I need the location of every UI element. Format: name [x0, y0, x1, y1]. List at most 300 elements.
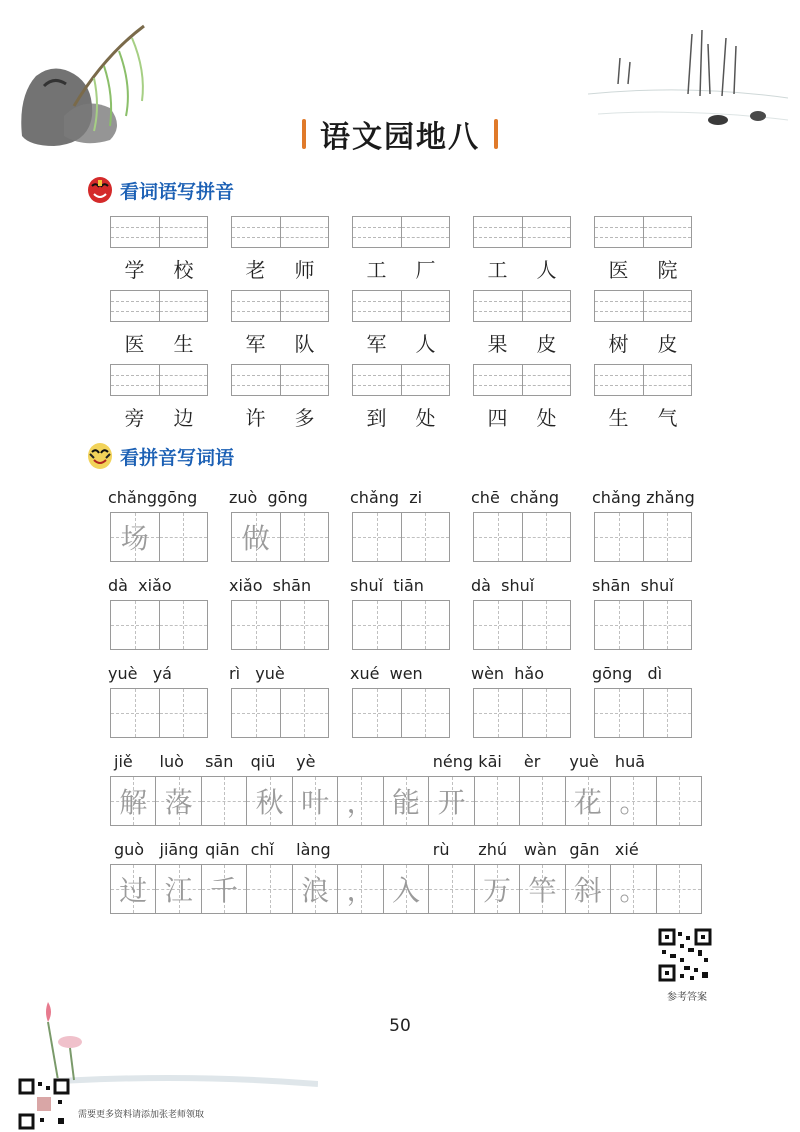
sentence-pinyin: làng — [296, 840, 331, 859]
writing-cell[interactable] — [159, 513, 208, 561]
guide-line — [474, 375, 522, 376]
page-number: 50 — [389, 1016, 411, 1036]
pinyin-answer-box[interactable] — [110, 216, 208, 248]
pinyin-label: rì yuè — [229, 664, 285, 683]
word-char: 树 — [608, 332, 629, 356]
guide-line — [281, 301, 329, 302]
guide-line — [402, 311, 450, 312]
pinyin-line-cell[interactable] — [522, 365, 571, 395]
word-label — [594, 254, 692, 283]
trace-char — [474, 601, 522, 649]
sentence-pinyin: chǐ — [250, 840, 274, 859]
writing-cell[interactable] — [474, 601, 522, 649]
writing-cell[interactable] — [111, 689, 159, 737]
writing-cell[interactable] — [292, 777, 337, 825]
pinyin-answer-box[interactable] — [594, 290, 692, 322]
word-label — [352, 328, 450, 357]
ink-painting-rock-willow — [14, 16, 164, 156]
opera-mask-gold-icon — [86, 442, 114, 470]
writing-cell[interactable] — [111, 865, 155, 913]
pinyin-line-cell[interactable] — [353, 217, 401, 247]
guide-line — [281, 237, 329, 238]
guide-line — [523, 375, 571, 376]
trace-char — [160, 689, 208, 737]
pinyin-label: shān shuǐ — [592, 576, 674, 595]
guide-line — [160, 227, 208, 228]
guide-line — [402, 237, 450, 238]
word-char: 学 — [124, 258, 145, 282]
writing-cell[interactable] — [474, 513, 522, 561]
word-char: 边 — [173, 406, 194, 430]
pinyin-label: xiǎo shān — [229, 576, 312, 595]
trace-char: 入 — [392, 874, 421, 907]
writing-cell[interactable] — [565, 777, 610, 825]
trace-char — [402, 513, 450, 561]
sentence-writing-grid[interactable] — [110, 776, 702, 826]
pinyin-label: wèn hǎo — [471, 664, 544, 683]
word-char: 医 — [608, 258, 629, 282]
guide-line — [595, 301, 643, 302]
writing-cell[interactable] — [610, 777, 655, 825]
writing-cell[interactable] — [401, 601, 450, 649]
word-char: 许 — [245, 406, 266, 430]
guide-line — [353, 301, 401, 302]
trace-char: 浪 — [301, 874, 330, 907]
guide-line — [644, 237, 692, 238]
guide-line — [232, 375, 280, 376]
answer-qr-code[interactable] — [658, 928, 712, 982]
writing-cell[interactable] — [337, 865, 382, 913]
word-char: 工 — [487, 258, 508, 282]
guide-line — [474, 301, 522, 302]
writing-cell[interactable] — [474, 689, 522, 737]
writing-cell[interactable] — [353, 513, 401, 561]
trace-char: 千 — [210, 874, 239, 907]
footer-text: 需要更多资料请添加张老师领取 — [78, 1110, 205, 1120]
trace-char: 叶 — [301, 786, 330, 819]
word-label — [594, 328, 692, 357]
pinyin-answer-box[interactable] — [110, 364, 208, 396]
pinyin-line-cell[interactable] — [353, 365, 401, 395]
guide-line — [353, 375, 401, 376]
word-char: 皮 — [657, 332, 678, 356]
pinyin-line-cell[interactable] — [232, 291, 280, 321]
pinyin-line-cell[interactable] — [522, 217, 571, 247]
writing-grid-box[interactable] — [352, 688, 450, 738]
word-label — [352, 254, 450, 283]
word-char: 多 — [294, 406, 315, 430]
pinyin-line-cell[interactable] — [111, 217, 159, 247]
trace-char — [353, 513, 401, 561]
pinyin-line-cell[interactable] — [401, 217, 450, 247]
pinyin-answer-box[interactable] — [231, 216, 329, 248]
pinyin-line-cell[interactable] — [595, 365, 643, 395]
guide-line — [281, 375, 329, 376]
sentence-pinyin: huā — [614, 752, 646, 771]
guide-line — [595, 385, 643, 386]
word-label — [473, 328, 571, 357]
sentence-pinyin: zhú — [478, 840, 507, 859]
guide-line — [353, 227, 401, 228]
page-title-text: 语文园地八 — [320, 120, 480, 155]
writing-cell[interactable] — [474, 777, 519, 825]
word-char: 生 — [608, 406, 629, 430]
guide-line — [474, 227, 522, 228]
guide-line — [111, 237, 159, 238]
trace-char — [474, 689, 522, 737]
writing-cell[interactable] — [643, 689, 692, 737]
section2-header — [86, 442, 234, 470]
pinyin-answer-box[interactable] — [231, 290, 329, 322]
sentence-writing-grid[interactable] — [110, 864, 702, 914]
pinyin-label: zuò gōng — [229, 488, 308, 507]
writing-cell[interactable] — [519, 777, 564, 825]
writing-cell[interactable] — [595, 601, 643, 649]
word-label — [110, 328, 208, 357]
ink-painting-lake-trees — [588, 24, 788, 154]
trace-char: 落 — [164, 786, 193, 819]
word-char: 到 — [366, 406, 387, 430]
writing-cell[interactable] — [232, 513, 280, 561]
pinyin-label: chǎnggōng — [108, 488, 198, 507]
writing-grid-box[interactable] — [352, 600, 450, 650]
guide-line — [160, 311, 208, 312]
pinyin-line-cell[interactable] — [643, 291, 692, 321]
word-label — [352, 402, 450, 431]
trace-char — [520, 777, 564, 825]
guide-line — [644, 311, 692, 312]
pinyin-label: dà xiǎo — [108, 576, 172, 595]
sentence-pinyin: jiāng — [159, 840, 199, 859]
pinyin-line-cell[interactable] — [159, 365, 208, 395]
guide-line — [111, 301, 159, 302]
writing-cell[interactable] — [111, 513, 159, 561]
writing-cell[interactable] — [246, 865, 291, 913]
pinyin-line-cell[interactable] — [643, 365, 692, 395]
pinyin-answer-box[interactable] — [231, 364, 329, 396]
word-char: 四 — [487, 406, 508, 430]
trace-char — [232, 689, 280, 737]
trace-char: 花 — [573, 786, 602, 819]
pinyin-label: chǎng zhǎng — [592, 488, 695, 507]
writing-grid-box[interactable] — [110, 600, 208, 650]
sentence-pinyin: rù — [432, 840, 450, 859]
pinyin-line-cell[interactable] — [522, 291, 571, 321]
writing-cell[interactable] — [383, 865, 428, 913]
pinyin-line-cell[interactable] — [474, 291, 522, 321]
writing-cell[interactable] — [519, 865, 564, 913]
trace-char — [281, 513, 329, 561]
pinyin-answer-box[interactable] — [594, 216, 692, 248]
guide-line — [474, 385, 522, 386]
sentence-pinyin: qiū — [250, 752, 276, 771]
trace-char: 解 — [119, 786, 148, 819]
pinyin-label: chǎng zi — [350, 488, 423, 507]
word-char: 气 — [657, 406, 678, 430]
guide-line — [232, 311, 280, 312]
guide-line — [160, 385, 208, 386]
guide-line — [474, 311, 522, 312]
word-label — [110, 402, 208, 431]
word-char: 校 — [173, 258, 194, 282]
pinyin-label: dà shuǐ — [471, 576, 535, 595]
trace-char: ， — [346, 786, 375, 819]
trace-char — [644, 689, 692, 737]
writing-cell[interactable] — [292, 865, 337, 913]
writing-cell[interactable] — [428, 865, 473, 913]
writing-cell[interactable] — [201, 777, 246, 825]
guide-line — [232, 227, 280, 228]
pinyin-answer-box[interactable] — [473, 216, 571, 248]
guide-line — [595, 237, 643, 238]
sentence-pinyin: qiān — [205, 840, 240, 859]
writing-cell[interactable] — [232, 689, 280, 737]
trace-char — [657, 777, 701, 825]
writing-cell[interactable] — [656, 865, 701, 913]
word-char: 队 — [294, 332, 315, 356]
pinyin-line-cell[interactable] — [111, 365, 159, 395]
pinyin-answer-box[interactable] — [594, 364, 692, 396]
trace-char — [353, 689, 401, 737]
writing-cell[interactable] — [111, 777, 155, 825]
guide-line — [523, 227, 571, 228]
pinyin-answer-box[interactable] — [352, 364, 450, 396]
pinyin-line-cell[interactable] — [280, 365, 329, 395]
writing-grid-box[interactable] — [110, 688, 208, 738]
trace-char: 做 — [241, 522, 270, 555]
trace-char — [111, 601, 159, 649]
writing-grid-box[interactable] — [594, 600, 692, 650]
trace-char — [160, 601, 208, 649]
writing-grid-box[interactable] — [473, 600, 571, 650]
guide-line — [281, 227, 329, 228]
word-char: 果 — [487, 332, 508, 356]
title-bar-left — [302, 119, 306, 149]
writing-grid-box[interactable] — [352, 512, 450, 562]
writing-cell[interactable] — [643, 601, 692, 649]
guide-line — [523, 311, 571, 312]
guide-line — [111, 385, 159, 386]
writing-cell[interactable] — [383, 777, 428, 825]
word-char: 旁 — [124, 406, 145, 430]
guide-line — [402, 227, 450, 228]
trace-char — [281, 601, 329, 649]
trace-char — [523, 689, 571, 737]
pinyin-line-cell[interactable] — [111, 291, 159, 321]
pinyin-line-cell[interactable] — [280, 217, 329, 247]
word-label — [594, 402, 692, 431]
trace-char: 场 — [120, 522, 149, 555]
writing-grid-box[interactable] — [231, 688, 329, 738]
trace-char — [595, 513, 643, 561]
pinyin-label: shuǐ tiān — [350, 576, 424, 595]
sentence-pinyin: yè — [296, 752, 316, 771]
writing-grid-box[interactable] — [231, 600, 329, 650]
guide-line — [474, 237, 522, 238]
guide-line — [402, 301, 450, 302]
guide-line — [232, 385, 280, 386]
trace-char — [595, 601, 643, 649]
guide-line — [644, 227, 692, 228]
word-label — [231, 328, 329, 357]
writing-cell[interactable] — [159, 689, 208, 737]
sentence-pinyin: luò — [159, 752, 184, 771]
title-bar-right — [494, 119, 498, 149]
pinyin-line-cell[interactable] — [232, 365, 280, 395]
guide-line — [595, 311, 643, 312]
trace-char — [475, 777, 519, 825]
pinyin-line-cell[interactable] — [401, 365, 450, 395]
sentence-pinyin: sān — [205, 752, 234, 771]
writing-cell[interactable] — [428, 777, 473, 825]
writing-cell[interactable] — [643, 513, 692, 561]
pinyin-label: gōng dì — [592, 664, 663, 683]
writing-grid-box[interactable] — [473, 688, 571, 738]
word-label — [231, 254, 329, 283]
section1-title: 看词语写拼音 — [120, 180, 235, 203]
guide-line — [523, 301, 571, 302]
writing-cell[interactable] — [246, 777, 291, 825]
trace-char: 秋 — [255, 786, 284, 819]
writing-grid-box[interactable] — [231, 512, 329, 562]
writing-cell[interactable] — [280, 601, 329, 649]
sentence-pinyin: xié — [614, 840, 639, 859]
pinyin-answer-box[interactable] — [352, 216, 450, 248]
word-label — [473, 254, 571, 283]
pinyin-answer-box[interactable] — [352, 290, 450, 322]
trace-char — [402, 689, 450, 737]
guide-line — [644, 375, 692, 376]
word-label — [110, 254, 208, 283]
trace-char — [160, 513, 208, 561]
guide-line — [281, 385, 329, 386]
word-char: 处 — [536, 406, 557, 430]
footer-qr-code[interactable] — [18, 1078, 70, 1130]
pinyin-answer-box[interactable] — [110, 290, 208, 322]
writing-cell[interactable] — [595, 513, 643, 561]
guide-line — [595, 375, 643, 376]
pinyin-line-cell[interactable] — [474, 365, 522, 395]
word-char: 皮 — [536, 332, 557, 356]
word-char: 军 — [245, 332, 266, 356]
pinyin-line-cell[interactable] — [280, 291, 329, 321]
word-char: 师 — [294, 258, 315, 282]
trace-char — [202, 777, 246, 825]
pinyin-line-cell[interactable] — [474, 217, 522, 247]
writing-cell[interactable] — [337, 777, 382, 825]
writing-grid-box[interactable] — [110, 512, 208, 562]
guide-line — [111, 227, 159, 228]
guide-line — [353, 311, 401, 312]
pinyin-label: chē chǎng — [471, 488, 559, 507]
trace-char: 。 — [619, 874, 648, 907]
writing-cell[interactable] — [353, 601, 401, 649]
word-char: 人 — [415, 332, 436, 356]
sentence-pinyin: kāi — [478, 752, 502, 771]
guide-line — [232, 301, 280, 302]
answer-label: 参考答案 — [667, 992, 707, 1003]
writing-cell[interactable] — [474, 865, 519, 913]
pinyin-line-cell[interactable] — [595, 217, 643, 247]
guide-line — [353, 385, 401, 386]
writing-grid-box[interactable] — [594, 688, 692, 738]
trace-char — [402, 601, 450, 649]
writing-cell[interactable] — [280, 513, 329, 561]
section1-header — [86, 176, 234, 204]
writing-cell[interactable] — [565, 865, 610, 913]
word-char: 老 — [245, 258, 266, 282]
pinyin-line-cell[interactable] — [595, 291, 643, 321]
writing-cell[interactable] — [155, 777, 200, 825]
writing-cell[interactable] — [232, 601, 280, 649]
writing-cell[interactable] — [656, 777, 701, 825]
trace-char — [111, 689, 159, 737]
pinyin-line-cell[interactable] — [159, 217, 208, 247]
guide-line — [111, 375, 159, 376]
trace-char — [644, 601, 692, 649]
trace-char — [523, 601, 571, 649]
writing-cell[interactable] — [522, 689, 571, 737]
pinyin-line-cell[interactable] — [232, 217, 280, 247]
writing-cell[interactable] — [522, 601, 571, 649]
trace-char — [644, 513, 692, 561]
trace-char: 能 — [392, 786, 421, 819]
pinyin-line-cell[interactable] — [353, 291, 401, 321]
guide-line — [644, 385, 692, 386]
word-label — [473, 402, 571, 431]
trace-char: 。 — [619, 786, 648, 819]
word-char: 军 — [366, 332, 387, 356]
sentence-pinyin: jiě — [114, 752, 133, 771]
writing-grid-box[interactable] — [594, 512, 692, 562]
guide-line — [523, 237, 571, 238]
sentence-pinyin: èr — [523, 752, 541, 771]
guide-line — [232, 237, 280, 238]
guide-line — [644, 301, 692, 302]
pinyin-line-cell[interactable] — [643, 217, 692, 247]
pinyin-label: yuè yá — [108, 664, 172, 683]
writing-cell[interactable] — [159, 601, 208, 649]
guide-line — [111, 311, 159, 312]
writing-cell[interactable] — [111, 601, 159, 649]
writing-cell[interactable] — [155, 865, 200, 913]
writing-cell[interactable] — [522, 513, 571, 561]
sentence-pinyin: gān — [569, 840, 600, 859]
writing-cell[interactable] — [353, 689, 401, 737]
pinyin-line-cell[interactable] — [401, 291, 450, 321]
pinyin-answer-box[interactable] — [473, 364, 571, 396]
writing-cell[interactable] — [610, 865, 655, 913]
guide-line — [402, 375, 450, 376]
trace-char — [429, 865, 473, 913]
trace-char: 开 — [437, 786, 466, 819]
writing-cell[interactable] — [401, 689, 450, 737]
writing-grid-box[interactable] — [473, 512, 571, 562]
pinyin-line-cell[interactable] — [159, 291, 208, 321]
word-label — [231, 402, 329, 431]
writing-cell[interactable] — [401, 513, 450, 561]
pinyin-answer-box[interactable] — [473, 290, 571, 322]
writing-cell[interactable] — [280, 689, 329, 737]
trace-char — [595, 689, 643, 737]
trace-char — [247, 865, 291, 913]
pinyin-label: xué wen — [350, 664, 423, 683]
sentence-pinyin: guò — [114, 840, 145, 859]
writing-cell[interactable] — [201, 865, 246, 913]
writing-cell[interactable] — [595, 689, 643, 737]
word-char: 院 — [657, 258, 678, 282]
trace-char: 万 — [482, 874, 511, 907]
